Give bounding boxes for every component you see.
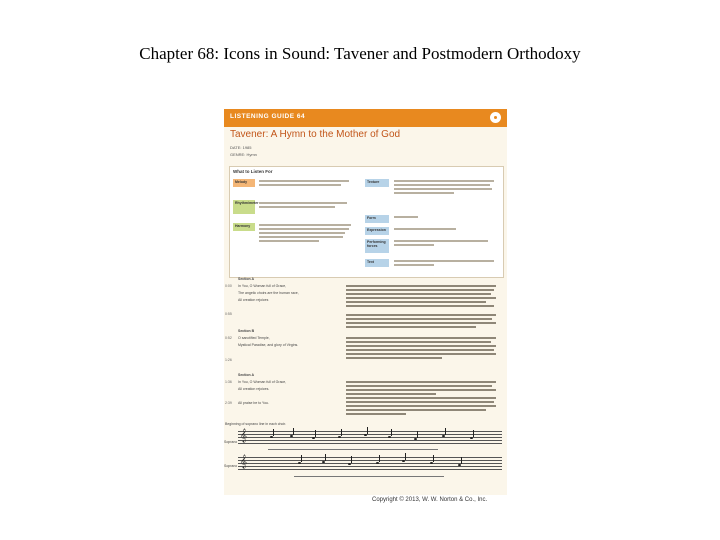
- copyright-notice: Copyright © 2013, W. W. Norton & Co., Inc.: [372, 497, 488, 503]
- slide-title: Chapter 68: Icons in Sound: Tavener and Postmodern Orthodoxy: [139, 44, 581, 63]
- guide-label: LISTENING GUIDE 64: [230, 113, 306, 120]
- tag-harmony: Harmony: [233, 223, 255, 231]
- section-a-heading: Section A: [238, 277, 255, 281]
- treble-clef-icon: 𝄞: [240, 428, 248, 442]
- time-4: 1:36: [225, 380, 232, 384]
- work-date: DATE: 1985: [230, 145, 252, 150]
- text-line-0: In You, O Woman full of Grace,: [238, 284, 287, 288]
- section-b-heading: Section B: [238, 329, 255, 333]
- tag-form: Form: [365, 215, 389, 223]
- work-genre: GENRE: Hymn: [230, 152, 257, 157]
- treble-clef-icon-2: 𝄞: [240, 454, 248, 468]
- score-caption: Beginning of soprano line in each choir.: [225, 422, 287, 426]
- listening-guide-page: [224, 109, 507, 495]
- voice-label-2: Soprano: [224, 464, 238, 468]
- text-line-1: The angelic choirs are the human race,: [238, 291, 299, 295]
- text-line-4: Mystical Paradise, and glory of Virgins.: [238, 343, 299, 347]
- text-line-7: All praise be to You.: [238, 401, 269, 405]
- time-3: 1:26: [225, 358, 232, 362]
- staff-choir-2: [238, 454, 502, 469]
- tag-texture: Texture: [365, 179, 389, 187]
- what-to-listen-for-box: [229, 166, 504, 278]
- text-line-3: O sanctified Temple,: [238, 336, 270, 340]
- cd-icon: [490, 112, 501, 123]
- tag-melody: Melody: [233, 179, 255, 187]
- guide-header: [224, 109, 507, 127]
- text-line-2: All creation rejoices: [238, 298, 269, 302]
- staff-choir-1: [238, 428, 502, 443]
- tag-expression: Expression: [365, 227, 389, 235]
- work-title: Tavener: A Hymn to the Mother of God: [230, 129, 401, 140]
- text-line-5: In You, O Woman full of Grace,: [238, 380, 287, 384]
- tag-performing-forces: Performing forces: [365, 239, 389, 253]
- text-line-6: All creation rejoices.: [238, 387, 270, 391]
- time-2: 0:52: [225, 336, 232, 340]
- time-1: 0:55: [225, 312, 232, 316]
- tag-text: Text: [365, 259, 389, 267]
- time-0: 0:00: [225, 284, 232, 288]
- section-a-return-heading: Section A: [238, 373, 255, 377]
- time-5: 2:39: [225, 401, 232, 405]
- listen-heading: What to Listen For: [233, 169, 273, 174]
- voice-label-1: Soprano: [224, 440, 238, 444]
- tag-rhythm: Rhythm/meter: [233, 200, 255, 214]
